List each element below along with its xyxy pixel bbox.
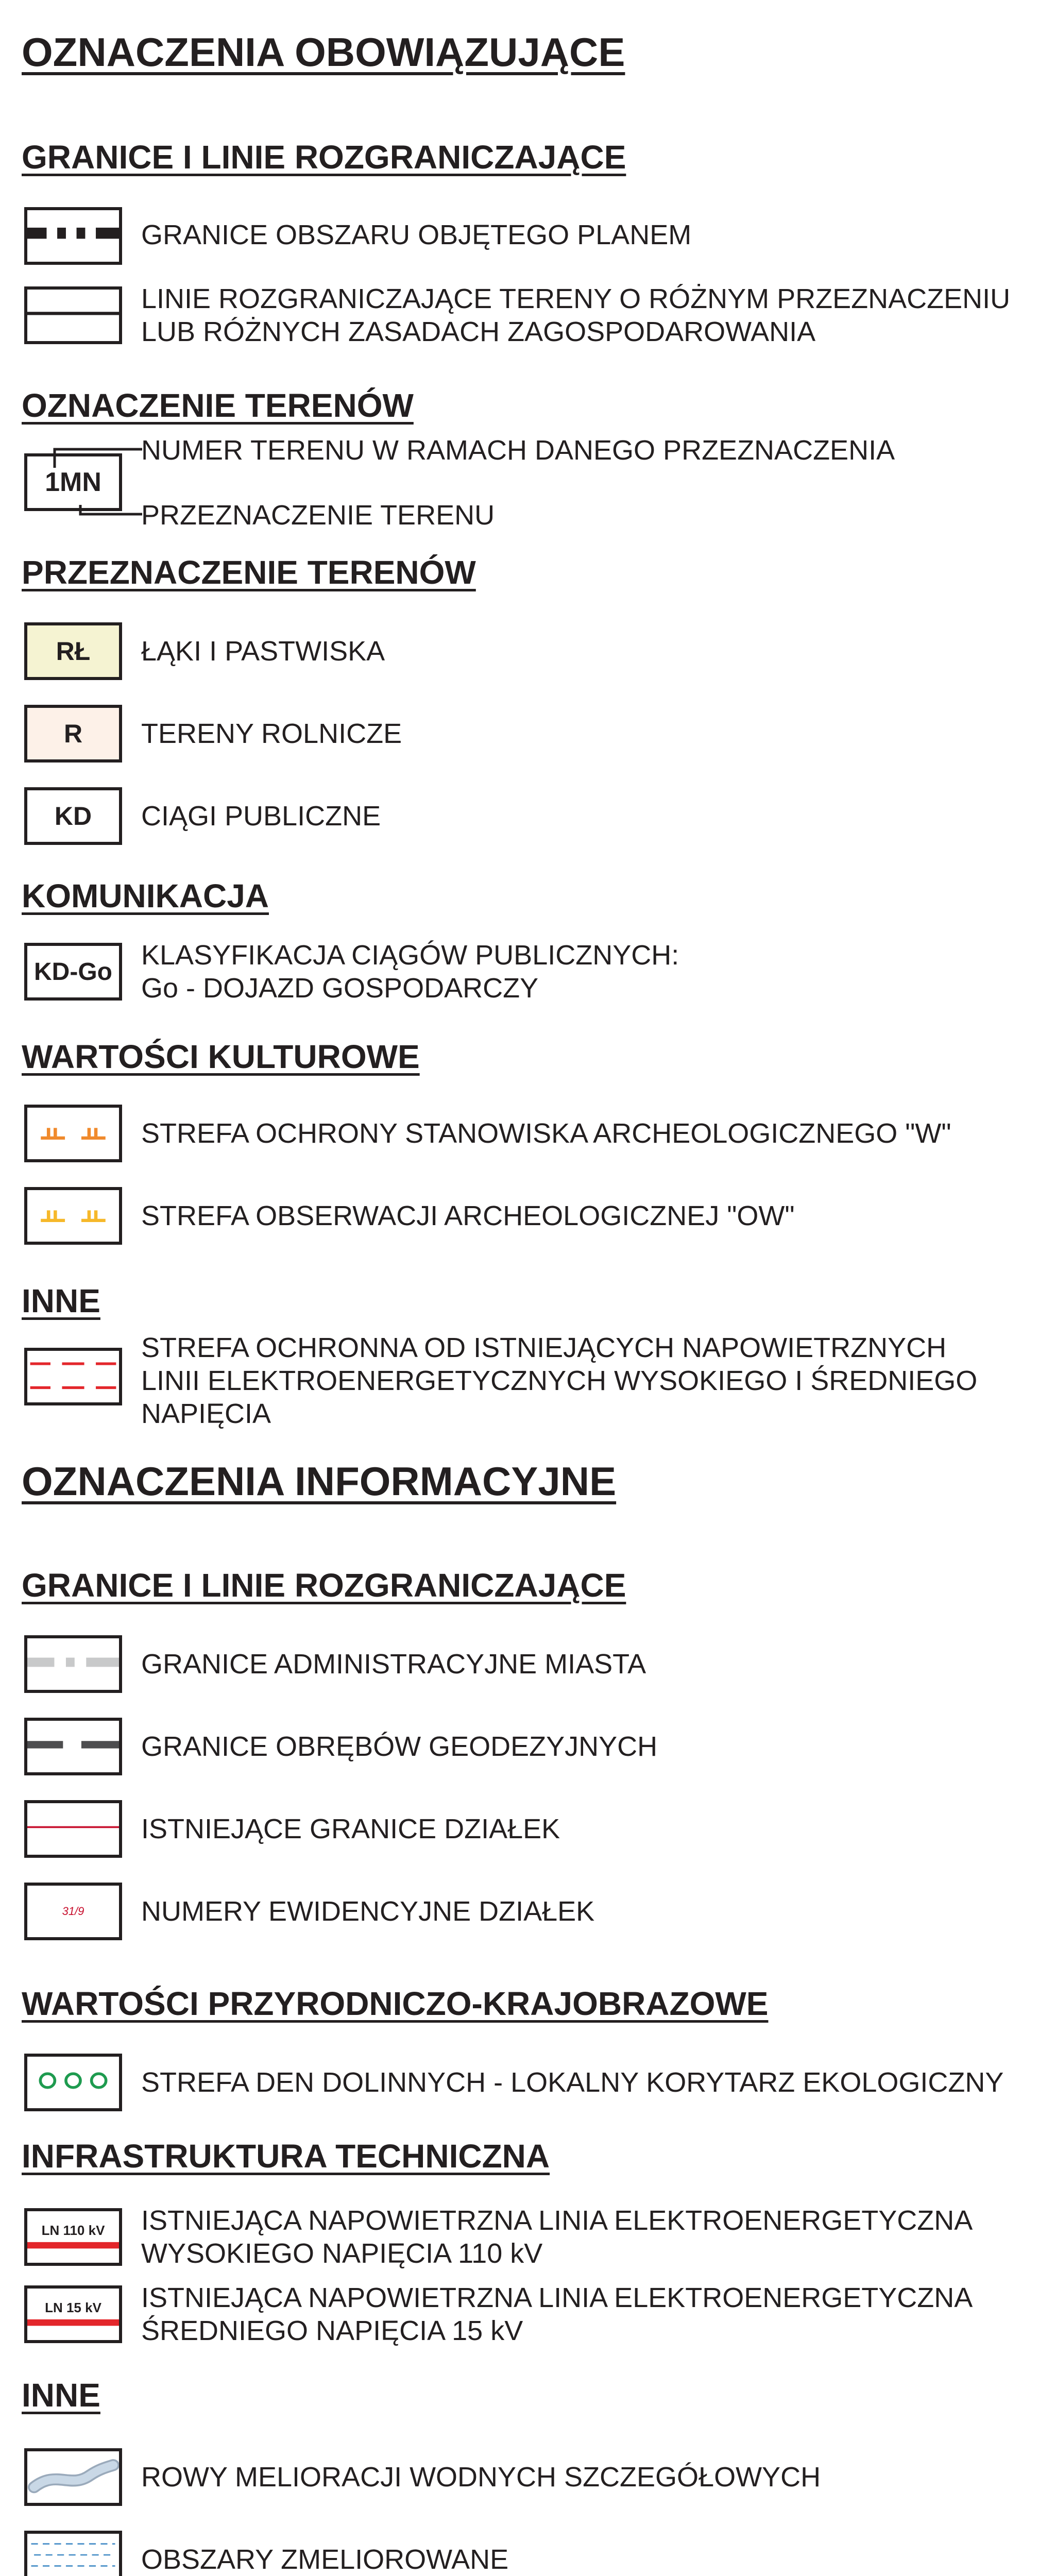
heading-communication: KOMUNIKACJA [22,877,269,914]
valley-floor-zone-label: STREFA DEN DOLINNYCH - LOKALNY KORYTARZ EKOLOGICZNY [141,2067,1004,2098]
communication-label-line: KLASYFIKACJA CIĄGÓW PUBLICZNYCH: [141,940,679,971]
power-line-15kv-symbol [24,2285,122,2343]
drained-area-symbol [24,2531,122,2576]
power-line-protection-label-line: STREFA OCHRONNA OD ISTNIEJĄCYCH NAPOWIETRZNYCH [141,1332,947,1363]
section-title-informational: OZNACZENIA INFORMACYJNE [22,1459,617,1504]
city-boundary-symbol [24,1635,122,1693]
geodetic-boundary-symbol [24,1718,122,1775]
power-line-protection-symbol [24,1348,122,1405]
dividing-lines-label-line: LUB RÓŻNYCH ZASADACH ZAGOSPODAROWANIA [141,316,816,347]
terrain-number-label: NUMER TERENU W RAMACH DANEGO PRZEZNACZENIA [141,435,895,466]
drained-area-label: OBSZARY ZMELIOROWANE [141,2544,509,2575]
dividing-lines-label-line: LINIE ROZGRANICZAJĄCE TERENY O RÓŻNYM PRZEZNACZENIU [141,283,1011,314]
heading-other-info: INNE [22,2377,100,2414]
communication-label-line: Go - DOJAZD GOSPODARCZY [141,973,539,1004]
parcel-number-label: NUMERY EWIDENCYJNE DZIAŁEK [141,1896,595,1927]
heading-land-use: PRZEZNACZENIE TERENÓW [22,554,476,591]
dividing-lines-symbol [24,286,122,344]
section-title-binding: OZNACZENIA OBOWIĄZUJĄCE [22,29,625,75]
heading-boundaries: GRANICE I LINIE ROZGRANICZAJĄCE [22,139,626,176]
land-use-symbol-kd [24,787,122,845]
power-line-110kv-label [141,2204,973,2270]
communication-code: KD-Go [34,958,112,986]
land-use-code: R [63,719,83,748]
city-boundary-label: GRANICE ADMINISTRACYJNE MIASTA [141,1649,646,1680]
archaeology-protection-label: STREFA OCHRONY STANOWISKA ARCHEOLOGICZNEGO "W" [141,1118,951,1149]
power-line-110kv-code: LN 110 kV [41,2223,105,2238]
land-use-label: TERENY ROLNICZE [141,718,402,749]
land-use-label: CIĄGI PUBLICZNE [141,801,381,832]
plan-boundary-symbol [24,207,122,265]
archaeology-observation-label: STREFA OBSERWACJI ARCHEOLOGICZNEJ "OW" [141,1200,795,1231]
power-line-15kv-label-line: ISTNIEJĄCA NAPOWIETRZNA LINIA ELEKTROENERGETYCZNA [141,2282,973,2313]
power-line-15kv-label-line: ŚREDNIEGO NAPIĘCIA 15 kV [141,2315,523,2346]
drainage-ditch-label: ROWY MELIORACJI WODNYCH SZCZEGÓŁOWYCH [141,2462,821,2493]
heading-info-boundaries: GRANICE I LINIE ROZGRANICZAJĄCE [22,1567,626,1604]
heading-cultural: WARTOŚCI KULTUROWE [22,1038,420,1075]
terrain-code-sample: 1MN [45,467,101,497]
heading-nature: WARTOŚCI PRZYRODNICZO-KRAJOBRAZOWE [22,1985,769,2022]
power-line-protection-label-line: LINII ELEKTROENERGETYCZNYCH WYSOKIEGO I ŚREDNIEGO [141,1365,978,1396]
parcel-number-sample: 31/9 [62,1905,84,1918]
land-use-label: ŁĄKI I PASTWISKA [141,636,385,667]
valley-floor-zone-symbol [24,2054,122,2111]
power-line-110kv-label-line: WYSOKIEGO NAPIĘCIA 110 kV [141,2238,543,2269]
communication-symbol [24,943,122,1001]
power-line-15kv-label [141,2281,973,2347]
parcel-boundary-label: ISTNIEJĄCE GRANICE DZIAŁEK [141,1814,560,1844]
land-use-code: KD [54,802,92,831]
land-use-symbol-rl [24,622,122,680]
heading-other-binding: INNE [22,1282,100,1319]
parcel-boundary-symbol [24,1800,122,1858]
parcel-number-symbol [24,1883,122,1940]
heading-terrain-marking: OZNACZENIE TERENÓW [22,387,414,424]
power-line-15kv-code: LN 15 kV [45,2300,101,2315]
land-use-symbol-r [24,705,122,762]
terrain-code-leaders [52,443,149,520]
archaeology-protection-symbol [24,1105,122,1162]
power-line-protection-label [141,1331,977,1430]
power-line-110kv-label-line: ISTNIEJĄCA NAPOWIETRZNA LINIA ELEKTROENERGETYCZNA [141,2205,973,2236]
heading-infrastructure: INFRASTRUKTURA TECHNICZNA [22,2138,550,2175]
land-use-code: RŁ [56,637,91,666]
archaeology-observation-symbol [24,1187,122,1245]
plan-boundary-label: GRANICE OBSZARU OBJĘTEGO PLANEM [141,219,692,250]
power-line-protection-label-line: NAPIĘCIA [141,1398,271,1429]
geodetic-boundary-label: GRANICE OBRĘBÓW GEODEZYJNYCH [141,1731,658,1762]
dividing-lines-label [141,282,1010,348]
drainage-ditch-symbol [24,2448,122,2506]
power-line-110kv-symbol [24,2208,122,2266]
communication-label [141,939,679,1005]
terrain-purpose-label: PRZEZNACZENIE TERENU [141,500,495,531]
